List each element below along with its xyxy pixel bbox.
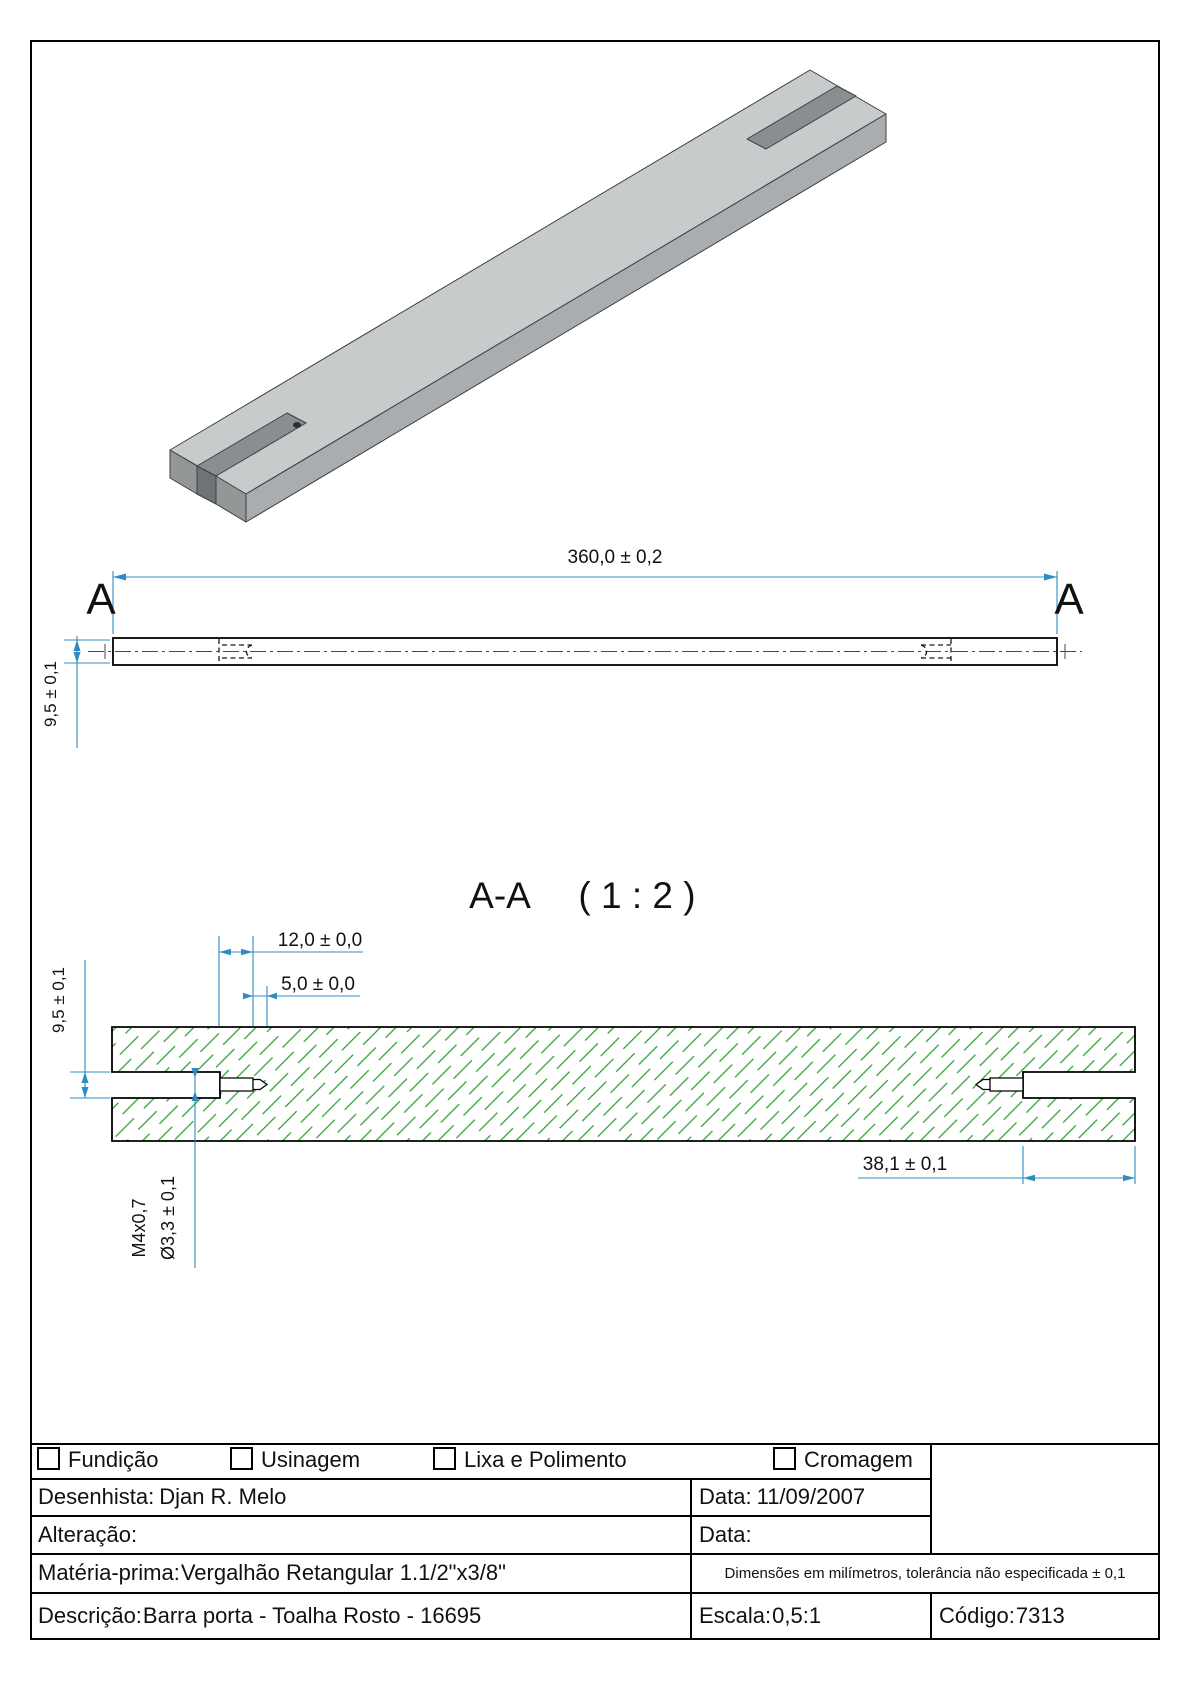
iso-side-face xyxy=(246,114,886,522)
section-hole-left xyxy=(220,1078,267,1091)
process-checkbox-usinagem[interactable] xyxy=(230,1447,253,1470)
section-title: A-A xyxy=(469,875,531,916)
desenhista-label: Desenhista: xyxy=(38,1484,155,1509)
side-view xyxy=(41,547,1084,748)
tolerance-note: Dimensões em milímetros, tolerância não especificada ± 0,1 xyxy=(724,1564,1126,1582)
process-label-cromagem: Cromagem xyxy=(804,1447,913,1472)
section-marker-left: A xyxy=(86,575,116,624)
escala-value: 0,5:1 xyxy=(772,1603,822,1628)
section-marker-right: A xyxy=(1054,575,1084,624)
field-codigo xyxy=(939,1594,1065,1638)
materia-prima-label: Matéria-prima: xyxy=(38,1560,180,1585)
section-view xyxy=(49,875,1135,1268)
dim-slot-height-label: 9,5 ± 0,1 xyxy=(49,966,68,1034)
field-materia-prima xyxy=(38,1555,506,1591)
iso-hole xyxy=(293,422,301,428)
field-data-2 xyxy=(699,1517,757,1552)
field-escala xyxy=(699,1594,821,1638)
codigo-label: Código: xyxy=(939,1603,1015,1628)
field-descricao xyxy=(38,1594,481,1638)
process-label-lixa-e-polimento: Lixa e Polimento xyxy=(464,1447,627,1472)
process-checkbox-lixa-e-polimento[interactable] xyxy=(433,1447,456,1470)
section-hole-right xyxy=(976,1078,1023,1091)
codigo-value: 7313 xyxy=(1015,1603,1065,1628)
process-checkbox-cromagem[interactable] xyxy=(773,1447,796,1470)
materia-prima-value: Vergalhão Retangular 1.1/2"x3/8" xyxy=(180,1560,506,1585)
field-data-1 xyxy=(699,1480,865,1514)
dim-slot-depth-label: 12,0 ± 0,0 xyxy=(277,930,363,951)
isometric-view xyxy=(170,70,886,522)
dim-length-label: 360,0 ± 0,2 xyxy=(567,547,663,568)
process-label-usinagem: Usinagem xyxy=(261,1447,361,1472)
field-desenhista xyxy=(38,1480,286,1514)
dim-end-width-label: 38,1 ± 0,1 xyxy=(862,1154,948,1175)
dim-height-label: 9,5 ± 0,1 xyxy=(41,660,60,728)
process-checkbox-fundicao[interactable] xyxy=(37,1447,60,1470)
desenhista-value: Djan R. Melo xyxy=(159,1484,287,1509)
escala-label: Escala: xyxy=(699,1603,772,1628)
alteracao-label: Alteração: xyxy=(38,1521,138,1547)
thread-label: M4x0,7 xyxy=(129,1198,149,1258)
field-alteracao xyxy=(38,1517,142,1552)
data-1-label: Data: xyxy=(699,1484,752,1509)
descricao-label: Descrição: xyxy=(38,1603,142,1628)
data-2-label: Data: xyxy=(699,1521,752,1547)
process-label-fundicao: Fundição xyxy=(68,1447,159,1472)
descricao-value: Barra porta - Toalha Rosto - 16695 xyxy=(142,1603,482,1628)
hole-dia-label: Ø3,3 ± 0,1 xyxy=(158,1176,178,1260)
dim-thread-depth-label: 5,0 ± 0,0 xyxy=(281,974,355,995)
data-1-value: 11/09/2007 xyxy=(756,1484,866,1509)
section-scale: ( 1 : 2 ) xyxy=(578,875,696,916)
